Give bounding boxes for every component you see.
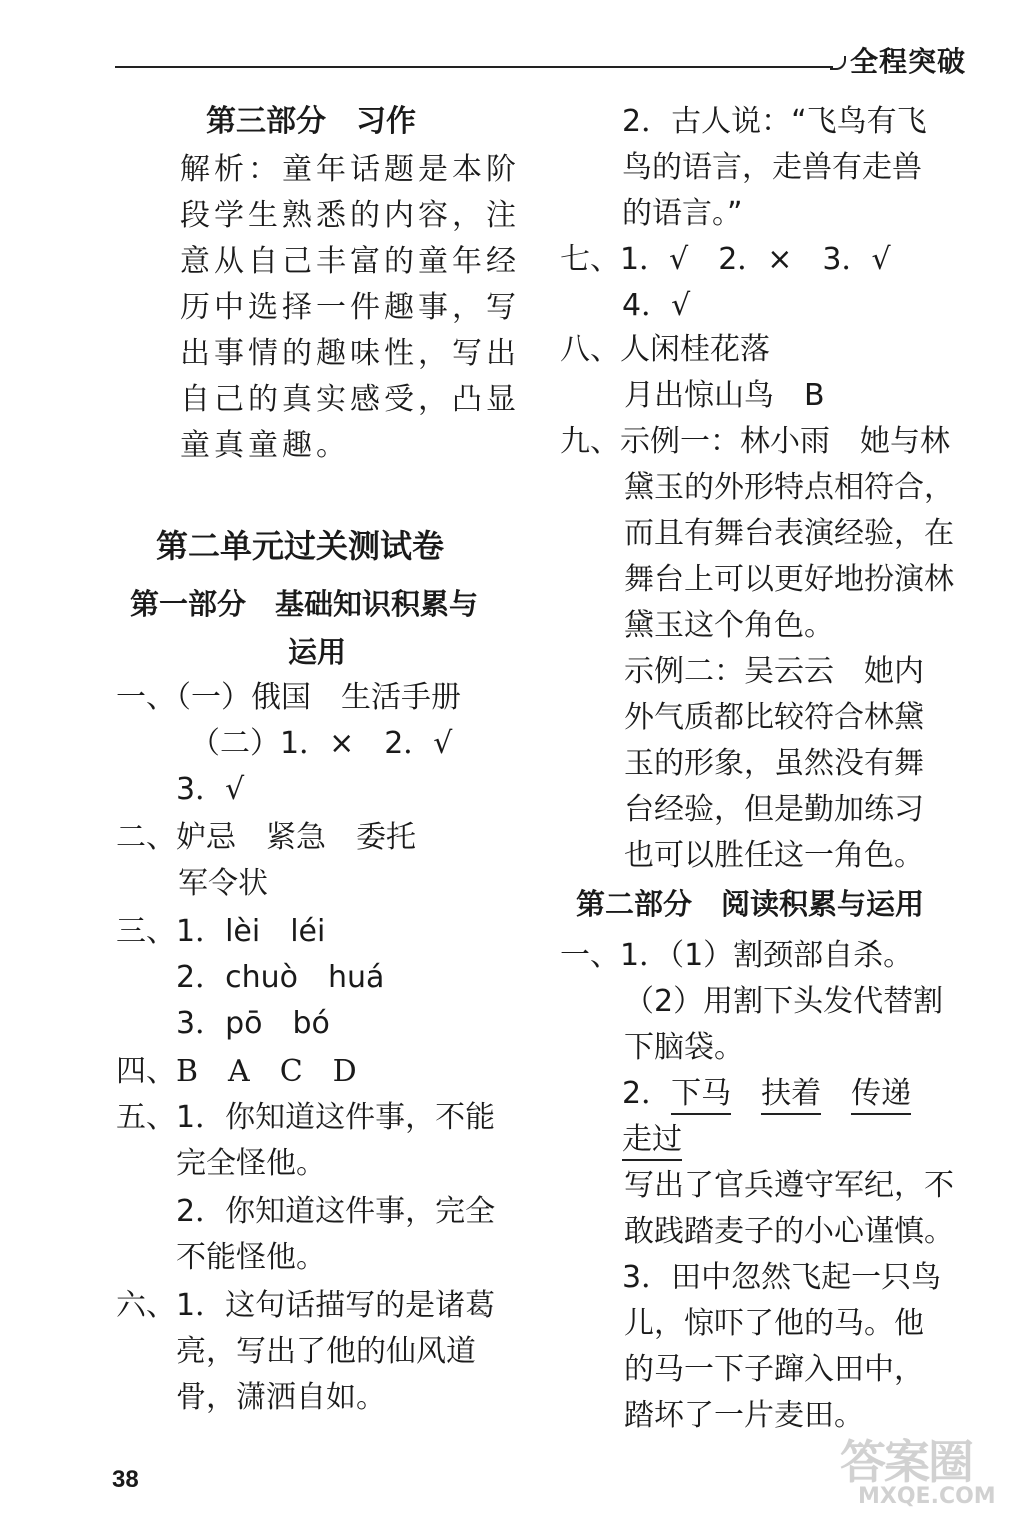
q3-line-2: 2．chuò huá	[176, 960, 385, 995]
header-rule-hook	[830, 56, 846, 70]
r2-prefix: 2．	[622, 1076, 672, 1111]
analysis-line-1: 解析：童年话题是本阶	[180, 152, 520, 187]
q3-line-3: 3．pō bó	[176, 1006, 330, 1041]
r2-line-3: 写出了官兵遵守军纪，不	[624, 1168, 954, 1203]
part1-title-line-1: 第一部分 基础知识积累与	[130, 587, 479, 621]
r1-line-2: （2）用割下头发代替割	[624, 984, 944, 1019]
r3-line-3: 的马一下子蹿入田中，	[624, 1352, 924, 1387]
q7-line-1: 七、1．√ 2．× 3．√	[560, 242, 891, 277]
r2-word-underlined: 扶着	[761, 1075, 821, 1115]
r3-line-4: 踏坏了一片麦田。	[624, 1398, 864, 1433]
q6-line-2: 亮，写出了他的仙风道	[176, 1334, 476, 1369]
part3-title: 第三部分 习作	[206, 104, 416, 139]
q1-line-1: 一、（一）俄国 生活手册	[116, 680, 461, 715]
watermark-url: MXQE.COM	[858, 1484, 996, 1509]
q9-line-7: 外气质都比较符合林黛	[624, 700, 924, 735]
q9-line-6: 示例二：吴云云 她内	[624, 654, 924, 689]
q8-line-2: 月出惊山鸟 B	[624, 378, 825, 413]
analysis-line-2: 段学生熟悉的内容，注	[180, 198, 520, 233]
part1-title-line-2: 运用	[288, 635, 347, 669]
q9-line-2: 黛玉的外形特点相符合，	[624, 470, 954, 505]
q9-line-3: 而且有舞台表演经验，在	[624, 516, 954, 551]
q6-line-3: 骨，潇洒自如。	[176, 1380, 386, 1415]
q5-line-3: 2．你知道这件事，完全	[176, 1194, 496, 1229]
q6-2-line-2: 鸟的语言，走兽有走兽	[622, 150, 922, 185]
analysis-line-6: 自己的真实感受，凸显	[180, 382, 520, 417]
q8-line-1: 八、人闲桂花落	[560, 332, 770, 367]
r2-line-4: 敢践踏麦子的小心谨慎。	[624, 1214, 954, 1249]
q2-line-1: 二、妒忌 紧急 委托	[116, 820, 416, 855]
watermark	[840, 1426, 996, 1518]
r2-word-underlined: 走过	[622, 1121, 682, 1161]
r2-word-underlined: 传递	[851, 1075, 911, 1115]
part2-title: 第二部分 阅读积累与运用	[576, 887, 925, 921]
r2-line-1	[622, 1074, 911, 1115]
page-number: 38	[112, 1466, 139, 1493]
q9-line-10: 也可以胜任这一角色。	[624, 838, 924, 873]
header-title: 全程突破	[850, 45, 967, 78]
q1-line-3: 3．√	[176, 772, 245, 807]
q9-line-1: 九、示例一：林小雨 她与林	[560, 424, 950, 459]
watermark-text: 答案圈	[840, 1435, 972, 1489]
q5-line-2: 完全怪他。	[176, 1146, 326, 1181]
q9-line-9: 台经验，但是勤加练习	[624, 792, 924, 827]
analysis-line-3: 意从自己丰富的童年经	[180, 244, 520, 279]
q5-line-4: 不能怪他。	[176, 1240, 326, 1275]
r3-line-1: 3．田中忽然飞起一只鸟	[622, 1260, 942, 1295]
q6-2-line-3: 的语言。”	[622, 196, 743, 231]
r1-line-3: 下脑袋。	[624, 1030, 744, 1065]
r1-line-1: 一、1．（1）割颈部自杀。	[560, 938, 914, 973]
analysis-line-4: 历中选择一件趣事，写	[180, 290, 520, 325]
unit-title: 第二单元过关测试卷	[156, 527, 445, 565]
q9-line-4: 舞台上可以更好地扮演林	[624, 562, 954, 597]
q5-line-1: 五、1．你知道这件事，不能	[116, 1100, 496, 1135]
analysis-line-5: 出事情的趣味性，写出	[180, 336, 520, 371]
header-rule	[115, 66, 833, 68]
r2-word-underlined: 下马	[671, 1075, 731, 1115]
q6-2-line-1: 2．古人说：“飞鸟有飞	[622, 104, 927, 139]
q9-line-5: 黛玉这个角色。	[624, 608, 834, 643]
q3-line-1: 三、1．lèi léi	[116, 914, 326, 949]
r2-line-2	[622, 1120, 682, 1161]
q7-line-2: 4．√	[622, 288, 691, 323]
analysis-line-7: 童真童趣。	[180, 428, 350, 463]
q6-line-1: 六、1．这句话描写的是诸葛	[116, 1288, 496, 1323]
r3-line-2: 儿，惊吓了他的马。他	[624, 1306, 924, 1341]
q9-line-8: 玉的形象，虽然没有舞	[624, 746, 924, 781]
q4-line: 四、B A C D	[116, 1054, 357, 1089]
q1-line-2: （二）1．× 2．√	[190, 726, 453, 761]
q2-line-2: 军令状	[178, 866, 268, 901]
